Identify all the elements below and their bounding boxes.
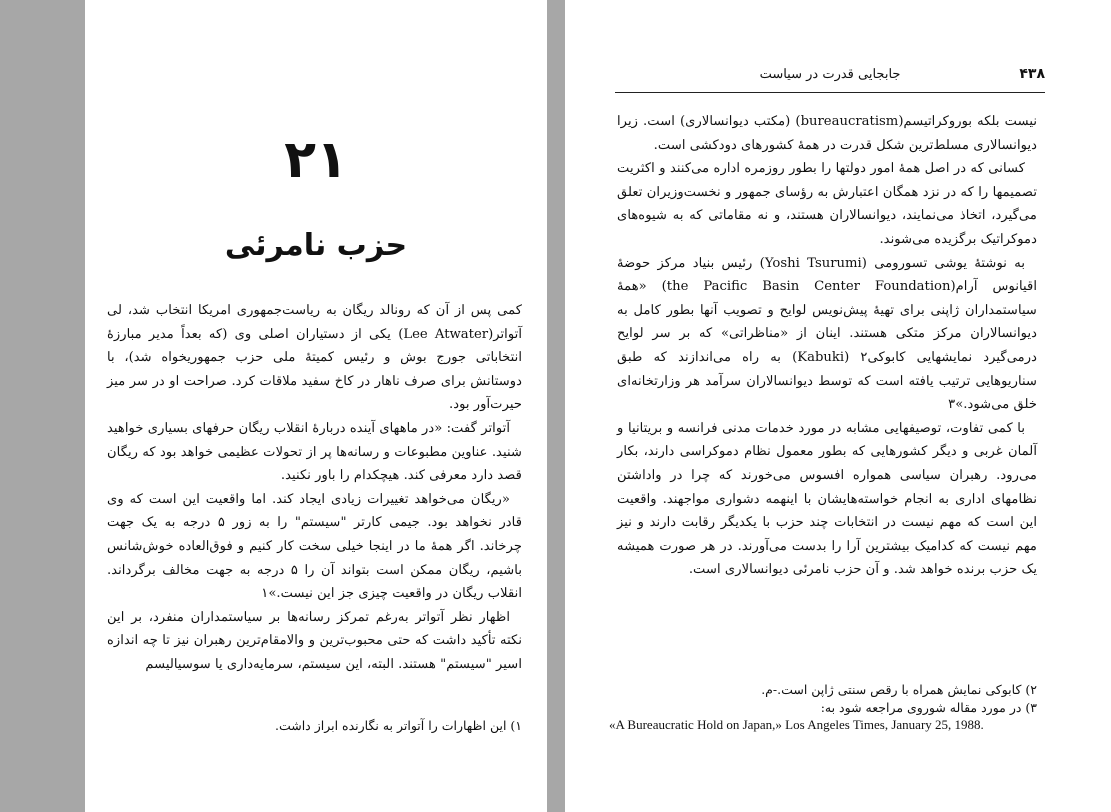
left-body-text	[107, 299, 522, 677]
chapter-title: حزب نامرئی	[224, 228, 408, 263]
page-number: ۴۳۸	[1019, 66, 1045, 82]
paragraph: نیست بلکه بوروکراتیسم(bureaucratism) (مکتب دیوانسالاری) است. زیرا دیوانسالاری مسلط‌ترین شکل قدرت در همهٔ کشورهای دودکشی است.	[617, 114, 1037, 153]
footnote: ۱) این اظهارات را آتواتر به نگارنده ابراز داشت.	[274, 718, 522, 733]
right-page	[565, 0, 1111, 812]
paragraph: آتواتر گفت: «در ماههای آینده دربارهٔ انقلاب ریگان حرفهای بسیاری خواهید شنید. عناوین مطبوعات و رسانه‌ها پر از تحولات عظیمی خواهد بود که ریگان قصد دارد معرفی کند. هیچکدام را باور نکنید.	[107, 420, 522, 484]
footnote: ۳) در مورد مقاله شوروی مراجعه شود به:	[820, 699, 1037, 715]
running-title: جابجایی قدرت در سیاست	[759, 67, 901, 82]
paragraph: کمی پس از آن که رونالد ریگان به ریاست‌جمهوری امریکا انتخاب شد، لی آتواتر(Lee Atwater) یکی از دستیاران اصلی وی (که بعداً مدیر مبارزهٔ انتخاباتی جورج بوش و رئیس کمیتهٔ ملی حزب جمهوریخواه شد)، با دوستانش برای صرف ناهار در کاخ سفید ملاقات کرد. صراحت او در سر میز حیرت‌آور بود.	[107, 303, 522, 413]
paragraph: به نوشتهٔ یوشی تسورومی (Yoshi Tsurumi) رئیس بنیاد مرکز حوضهٔ اقیانوس آرام(the Pacific Basin Center Foundation) «همهٔ سیاستمداران ژاپنی برای تهیهٔ پیش‌نویس لوایح و تصویب آنها بطور کامل به دیوانسالاران مرکز متکی هستند. اینان از «مناظراتی» که بر سر لوایح درمی‌گیرد نمایشهایی کابوکی۲ (Kabuki) به راه می‌اندازند که طبق سناریوهایی ترتیب یافته است که توسط دیوانسالاران سرآمد هر وزارتخانه‌ای خلق می‌شود.»۳	[617, 255, 1037, 413]
paragraph: کسانی که در اصل همهٔ امور دولتها را بطور روزمره اداره می‌کنند و اکثریت تصمیمها را که در نزد همگان اعتبارش به رؤسای جمهور و نخست‌وزیران تعلق می‌گیرد، اتخاذ می‌نمایند، دیوانسالاران هستند، و نه مقاماتی که به شیوه‌های دموکراتیک برگزیده می‌شوند.	[617, 161, 1037, 247]
running-head	[615, 66, 1045, 93]
left-page	[85, 0, 547, 812]
footnote-citation: «A Bureaucratic Hold on Japan,» Los Angeles Times, January 25, 1988.	[609, 717, 984, 732]
paragraph: اظهار نظر آتواتر به‌رغم تمرکز رسانه‌ها بر سیاستمداران منفرد، بر این نکته تأکید داشت که حتی محبوب‌ترین و والامقام‌ترین رهبران نیز تا چه اندازه اسیر "سیستم" هستند. البته، این سیستم، سرمایه‌داری یا سوسیالیسم	[107, 609, 522, 672]
right-body-text	[617, 110, 1037, 582]
footnote: ۲) کابوکی نمایش همراه با رقص سنتی ژاپن است.-م.	[761, 682, 1037, 697]
footnotes	[609, 681, 1037, 734]
paragraph: «ریگان می‌خواهد تغییرات زیادی ایجاد کند. اما واقعیت این است که وی قادر نخواهد بود. جیمی کارتر "سیستم" را به زور ۵ درجه به یک جهت چرخاند. اگر همهٔ ما در اینجا خیلی سخت کار کنیم و فوق‌العاده خوش‌شانس باشیم، ریگان ممکن است بتواند آن را ۵ درجه به جهت مخالف برگرداند. انقلاب ریگان در واقعیت چیزی جز این نیست.»۱	[107, 491, 523, 602]
chapter-number: ۲۱	[284, 130, 348, 190]
paragraph: با کمی تفاوت، توصیفهایی مشابه در مورد خدمات مدنی فرانسه و بریتانیا و آلمان غربی و دیگر کشورهایی که بطور معمول نظام دموکراسی دارند، بکار می‌رود. رهبران سیاسی همواره افسوس می‌خورند که چرا در واداشتن نظامهای اداری به انجام خواسته‌هایشان با اینهمه دشواری مواجهند. واقعیت این است که مهم نیست در انتخابات چند حزب با یکدیگر رقابت دارند و نیز مهم نیست که کدامیک بیشترین آرا را بدست می‌آورند. در هر صورت همیشه یک حزب برنده خواهد شد. و آن حزب نامرئی دیوانسالاری است.	[617, 420, 1037, 578]
